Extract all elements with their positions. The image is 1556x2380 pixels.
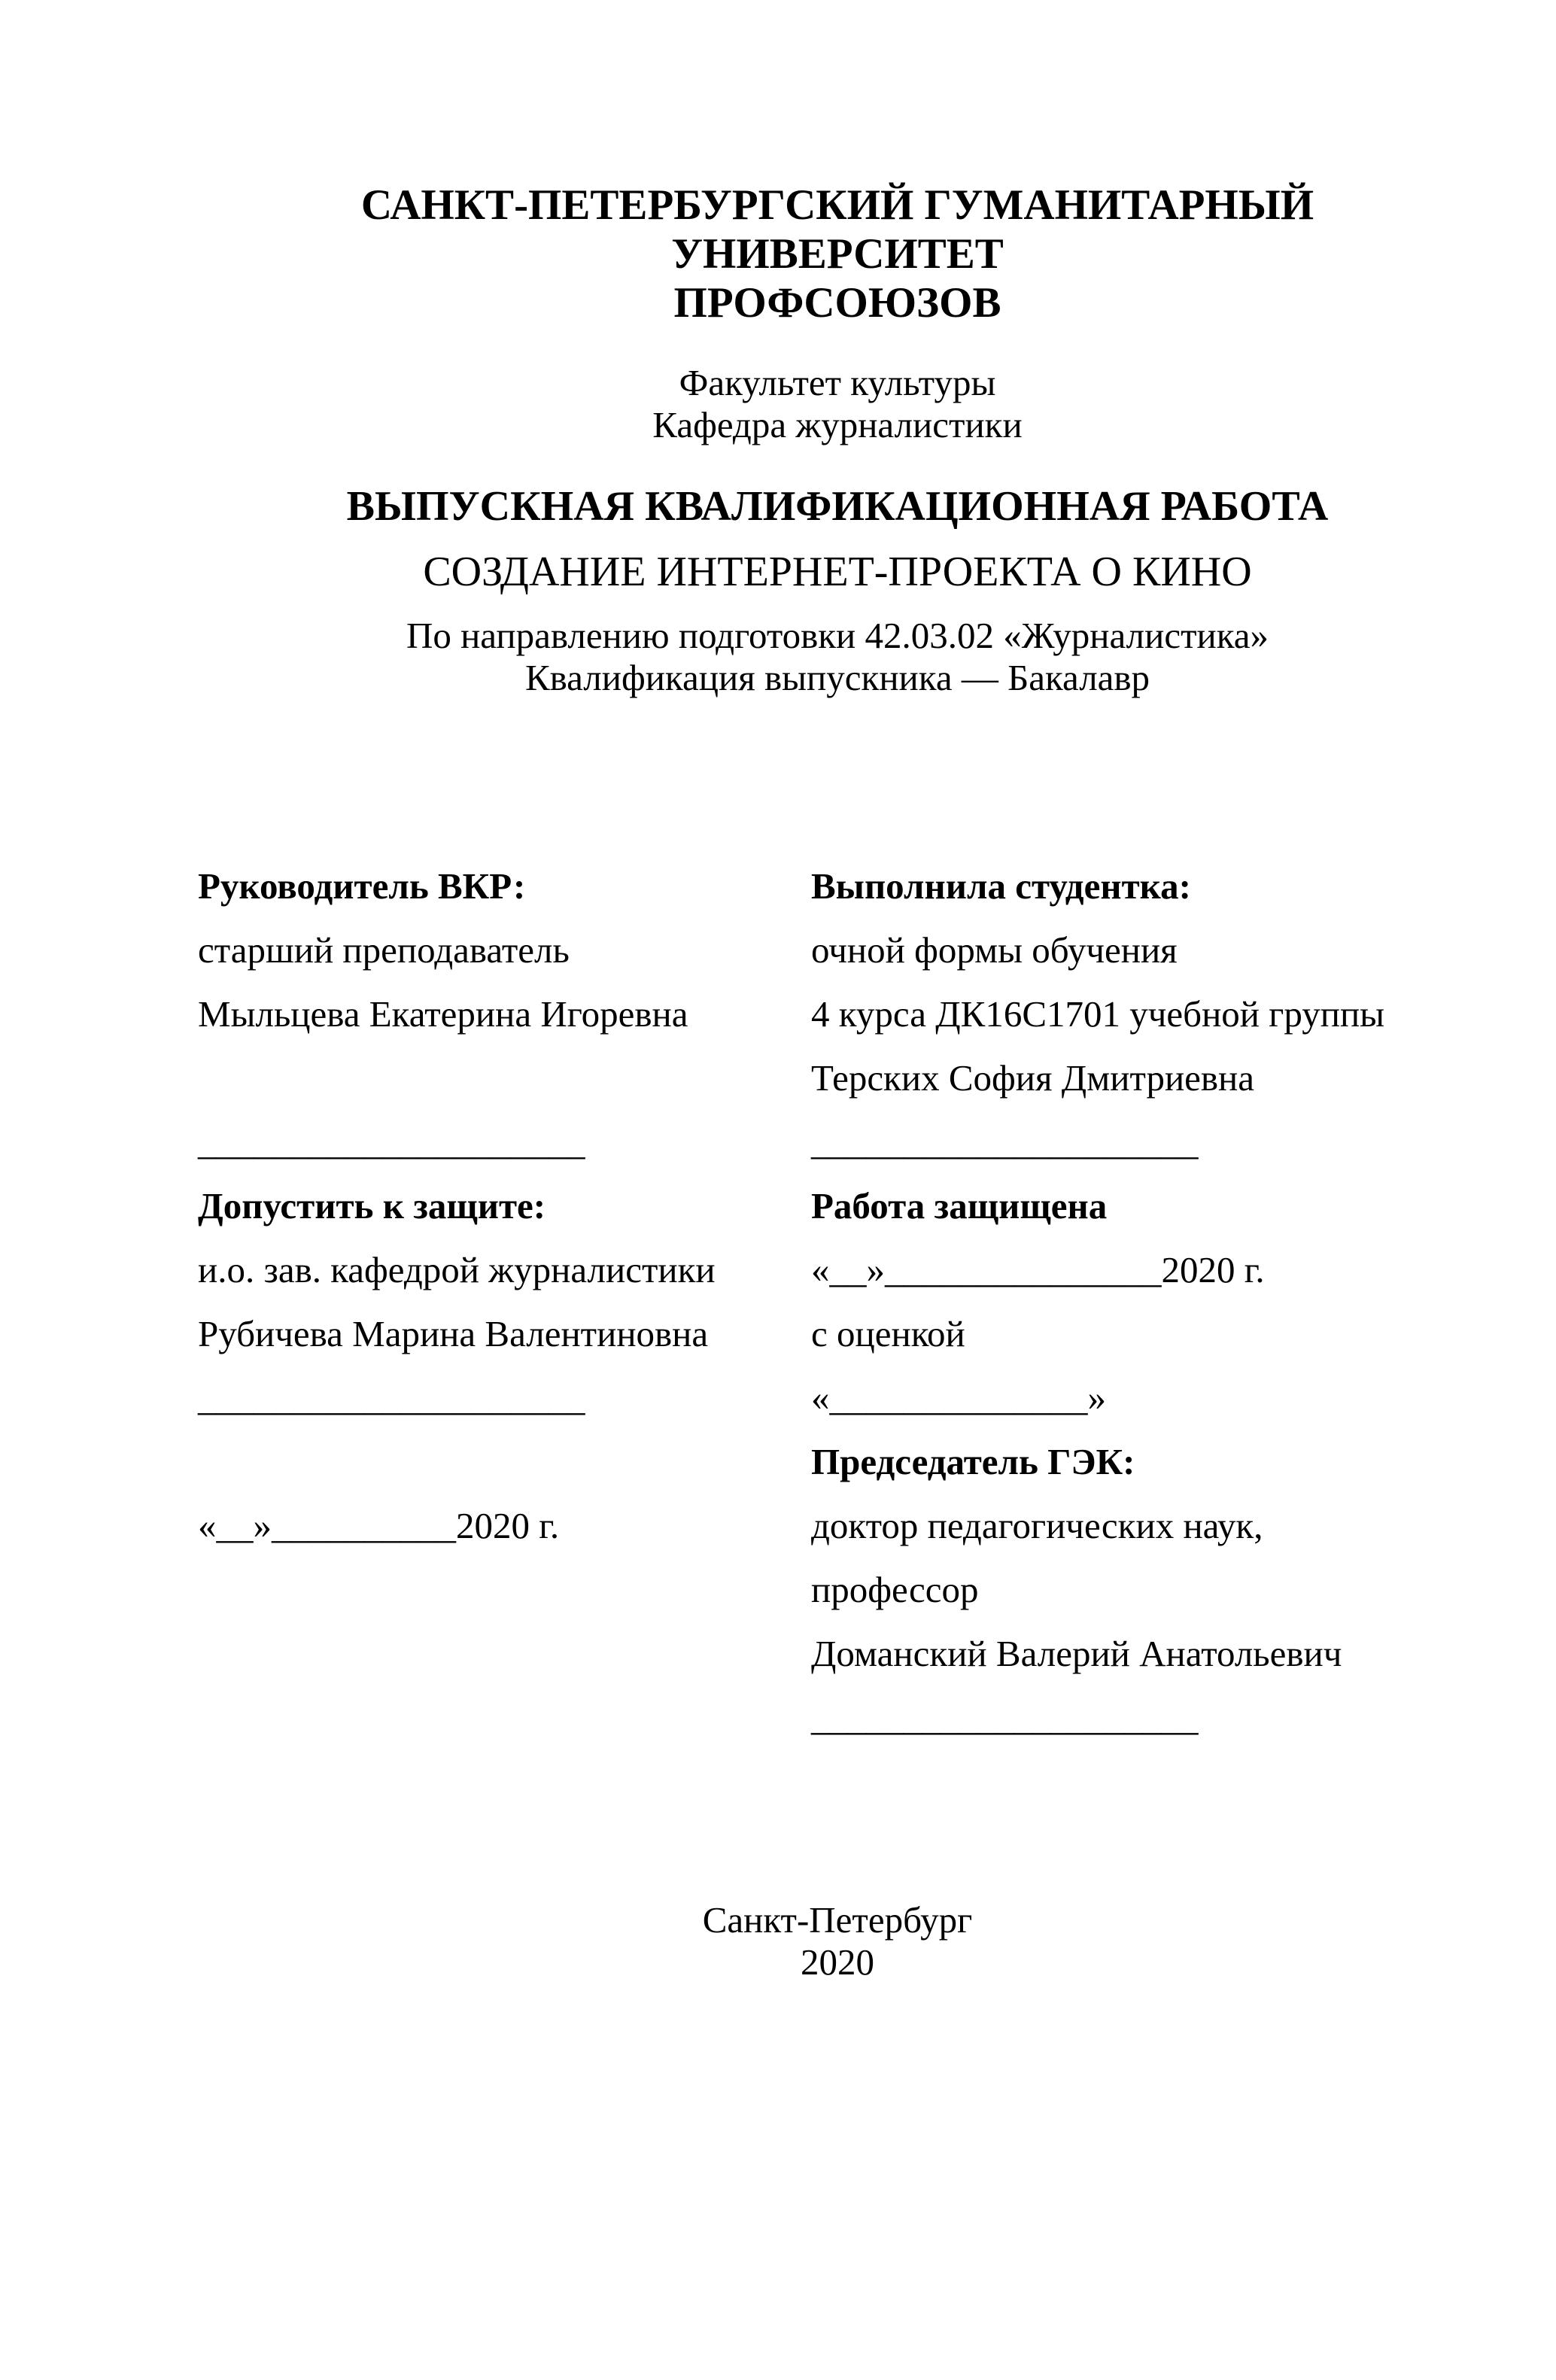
doc-line-left-4: _____________________ — [198, 1121, 585, 1163]
doc-line-right-5: Работа защищена — [811, 1185, 1108, 1226]
department-name: Кафедра журналистики — [652, 404, 1023, 445]
qualification-line: Квалификация выпускника — Бакалавр — [524, 657, 1150, 698]
direction-block — [198, 615, 1477, 699]
doc-line-left-0: Руководитель ВКР: — [198, 865, 526, 907]
work-title: СОЗДАНИЕ ИНТЕРНЕТ-ПРОЕКТА О КИНО — [423, 549, 1252, 595]
doc-line-right-13: _____________________ — [811, 1697, 1199, 1738]
doc-line-left-11 — [198, 1558, 811, 1622]
doc-line-right-8: «______________» — [811, 1377, 1106, 1418]
doc-line-right-9: Председатель ГЭК: — [811, 1441, 1135, 1482]
doc-line-left-10: «__»__________2020 г. — [198, 1505, 560, 1546]
university-name-line2: ПРОФСОЮЗОВ — [673, 279, 1001, 327]
doc-line-left-8: _____________________ — [198, 1377, 585, 1418]
signature-section — [198, 854, 1477, 1749]
thesis-title-page — [0, 181, 1556, 2380]
doc-line-left-13 — [198, 1685, 811, 1749]
doc-line-left-1: старший преподаватель — [198, 929, 570, 971]
university-name-line1: САНКТ-ПЕТЕРБУРГСКИЙ ГУМАНИТАРНЫЙ УНИВЕРСИТЕТ — [360, 181, 1314, 278]
doc-line-right-3: Терских София Дмитриевна — [811, 1057, 1255, 1099]
city-name: Санкт-Петербург — [702, 1899, 973, 1941]
doc-line-right-6: «__»_______________2020 г. — [811, 1249, 1265, 1290]
doc-line-left-6: и.о. зав. кафедрой журналистики — [198, 1249, 716, 1290]
doc-line-right-11: профессор — [811, 1569, 979, 1610]
footer-block — [198, 1899, 1477, 1983]
doc-line-right-10: доктор педагогических наук, — [811, 1505, 1263, 1546]
year: 2020 — [801, 1941, 874, 1983]
doc-line-right-1: очной формы обучения — [811, 929, 1178, 971]
doc-line-left-5: Допустить к защите: — [198, 1185, 546, 1226]
doc-line-right-12: Доманский Валерий Анатольевич — [811, 1633, 1342, 1674]
direction-line: По направлению подготовки 42.03.02 «Журналистика» — [406, 615, 1269, 656]
faculty-department-block — [198, 362, 1477, 446]
doc-line-left-7: Рубичева Марина Валентиновна — [198, 1313, 709, 1354]
doc-line-left-12 — [198, 1622, 811, 1685]
doc-line-left-2: Мыльцева Екатерина Игоревна — [198, 993, 688, 1035]
doc-line-left-3 — [198, 1046, 811, 1110]
university-name — [198, 181, 1477, 327]
faculty-name: Факультет культуры — [679, 362, 996, 403]
doc-line-left-9 — [198, 1430, 811, 1494]
work-type-heading: ВЫПУСКНАЯ КВАЛИФИКАЦИОННАЯ РАБОТА — [346, 483, 1329, 530]
doc-line-right-2: 4 курса ДК16С1701 учебной группы — [811, 993, 1385, 1035]
doc-line-right-7: с оценкой — [811, 1313, 965, 1354]
doc-line-right-4: _____________________ — [811, 1121, 1199, 1163]
doc-line-right-0: Выполнила студентка: — [811, 865, 1191, 907]
